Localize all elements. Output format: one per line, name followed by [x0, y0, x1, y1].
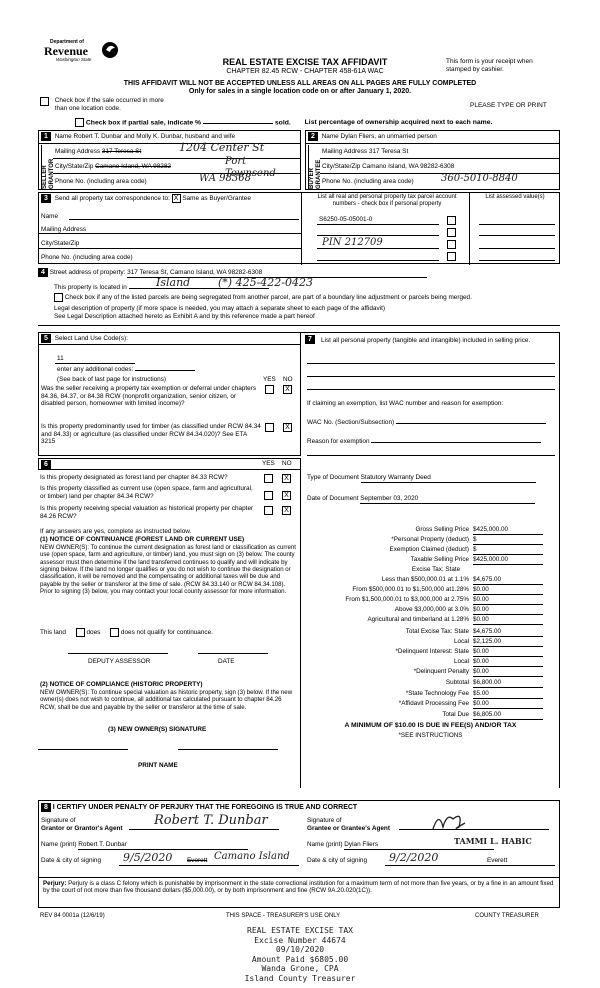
buyer-section [305, 130, 560, 190]
dor-logo [44, 38, 124, 66]
processing-fee-label: *Affidavit Processing Fee [398, 700, 469, 707]
buyer-phone-handwritten: 360-5010-8840 [441, 173, 518, 184]
doc-type-label: Type of Document [307, 474, 359, 481]
s6-yes-header: YES [262, 460, 275, 467]
personal-deduct-label: *Personal Property (deduct) [391, 536, 469, 543]
historic-yes-checkbox[interactable] [264, 506, 273, 515]
does-qualify-checkbox[interactable] [76, 628, 85, 637]
current-use-question: Is this property classified as current use (open space, farm and agricultural, or timber) land per chapter 84.34 RCW? [40, 485, 253, 500]
does-not-qualify-checkbox[interactable] [110, 628, 119, 637]
excise-state-label: Excise Tax: State [411, 566, 461, 573]
pin-handwritten: PIN 212709 [322, 237, 383, 248]
bracket5-label: Agricultural and timberland at 1.28% [367, 616, 469, 623]
buyer-name[interactable]: Dylan Fliers, an unmarried person [340, 133, 437, 140]
form-revision: REV 84 0001a (12/6/19) [40, 913, 105, 919]
grantor-print-label: Name (print) [41, 841, 77, 848]
local-value[interactable]: $2,125.00 [473, 638, 543, 647]
parcel-personal-checkbox-3[interactable] [447, 240, 456, 249]
street-address[interactable]: 317 Teresa St, Camano Island, WA 98282-6308 [127, 269, 427, 278]
personal-deduct-value[interactable]: $ [473, 536, 543, 545]
grantee-date-handwritten: 9/2/2020 [389, 851, 439, 864]
current-use-no-checkbox[interactable]: X [282, 491, 291, 500]
seller-phone-handwritten: WA 98368 [199, 173, 251, 184]
seller-name-label: Name [54, 133, 72, 140]
seller-mailing-label: Mailing Address [55, 148, 101, 155]
segregate-label: Check box if any of the listed parcels are being segregated from another parcel, are part of a boundary line adjustment or parcels being merged. [64, 294, 472, 302]
partial-percent-field[interactable] [203, 123, 273, 124]
doc-type[interactable]: Statutory Warranty Deed [361, 474, 536, 483]
gross-value[interactable]: $425,000.00 [473, 526, 543, 535]
seller-grantor-label: SELLER GRANTOR [41, 145, 51, 189]
acceptance-warning: THIS AFFIDAVIT WILL NOT BE ACCEPTED UNLESS ALL AREAS ON ALL PAGES ARE FULLY COMPLETED [123, 80, 477, 87]
land-use-label: Select Land Use Code(s): [54, 335, 128, 342]
delinquent-interest-label: *Delinquent Interest: State [395, 648, 469, 655]
exemption-question: Was the seller receiving a property tax exemption or deferral under chapters 84.36, 84.37, or 84.38 RCW (nonprofit organization, senior citizen, or disabled person, homeowner with limited income)? [41, 385, 257, 408]
date-label: DATE [218, 658, 235, 665]
stamp-line-3: 09/10/2020 [275, 945, 325, 954]
ownership-note: List percentage of ownership acquired next to each name. [304, 119, 493, 127]
q-yes-header: YES [263, 376, 276, 383]
buyer-grantee-label: BUYER GRANTEE [308, 145, 318, 189]
grantor-city-handwritten: Camano Island [214, 851, 290, 862]
exemption-deduct-value[interactable]: $ [473, 546, 543, 555]
phone-note-handwritten: (*) 425-422-0423 [218, 276, 313, 289]
buyer-phone-label: Phone No. (including area code) [322, 178, 414, 185]
subtotal-value[interactable]: $6,800.00 [473, 679, 543, 688]
section-1-number: 1 [41, 132, 51, 141]
buyer-city-label: City/State/Zip [322, 163, 361, 170]
continuance-title: (1) NOTICE OF CONTINUANCE (FOREST LAND OR CURRENT USE) [40, 536, 245, 543]
send-correspondence-label: Send all property tax correspondence to: [54, 195, 170, 203]
partial-sale-label: Check box if partial sale, indicate % [85, 119, 202, 127]
minimum-due-note: A MINIMUM OF $10.00 IS DUE IN FEE(S) AND/OR TAX [344, 722, 517, 729]
grantor-sig-label-2: Grantor or Grantor's Agent [41, 824, 123, 832]
parcels-header: List all real and personal property tax parcel account numbers - check box if personal property [317, 194, 457, 208]
dept-name: Revenue [44, 44, 88, 58]
local2-value[interactable]: $0.00 [473, 658, 543, 667]
section-8-number: 8 [41, 803, 51, 812]
seller-mailing-struck: 317 Teresa St [101, 148, 142, 155]
bracket5-value[interactable]: $0.00 [473, 616, 543, 625]
local2-label: Local [453, 658, 469, 665]
s6-no-header: NO [282, 460, 292, 467]
treasurer-only-label: THIS SPACE - TREASURER'S USE ONLY [226, 913, 341, 919]
street-label: Street address of property: [49, 269, 126, 276]
grantor-sig-label-1: Signature of [41, 817, 76, 824]
form-title: REAL ESTATE EXCISE TAX AFFIDAVIT [222, 57, 388, 67]
certification-section [38, 800, 560, 878]
corr-name-label: Name [41, 213, 59, 220]
bracket3-value[interactable]: $0.00 [473, 596, 543, 605]
seller-section [38, 130, 301, 190]
multi-location-checkbox[interactable] [40, 97, 49, 106]
reason-field[interactable] [371, 442, 541, 443]
parcel-number[interactable]: S6250-05-05001-0 [319, 216, 373, 223]
delinquent-penalty-label: *Delinquent Penalty [413, 668, 469, 675]
bracket1-value[interactable]: $4,675.00 [473, 576, 543, 585]
parcel-personal-checkbox-2[interactable] [447, 228, 456, 237]
total-due-value[interactable]: $6,805.00 [473, 711, 543, 720]
continuance-text: NEW OWNER(S): To continue the current designation as forest land or classification as current use (open space, farm and agriculture, or timber) land, you must sign on (3) below. The county assessor must then determine if the land transferred continues to qualify and will indicate by signing below. If the land no longer qualifies or you do not wish to continue the designation or classification, it will be removed and the compensating or additional taxes will be due and payable by the seller or transferor at the time of sale. (RCW 84.33.140 or RCW 84.34.108). Prior to signing (3) below, you may contact your local county assessor for more information. [40, 544, 296, 595]
seller-city-label: City/State/Zip [55, 163, 94, 170]
grantor-signature[interactable]: Robert T. Dunbar [154, 813, 268, 828]
compliance-title: (2) NOTICE OF COMPLIANCE (HISTORIC PROPERTY) [40, 681, 203, 688]
processing-fee-value[interactable]: $0.00 [473, 700, 543, 709]
correspondence-section [38, 192, 560, 264]
personal-property-label: List all personal property (tangible and intangible) included in selling price. [321, 337, 531, 344]
parcel-personal-checkbox-4[interactable] [447, 252, 456, 261]
forest-yes-checkbox[interactable] [264, 474, 273, 483]
if-yes-note: If any answers are yes, complete as instructed below. [40, 528, 192, 535]
taxable-label: Taxable Selling Price [410, 556, 469, 563]
compliance-text: NEW OWNER(S): To continue special valuation as historic property, sign (3) below. If the new owner(s) does not wish to continue, all additional tax calculated pursuant to chapter 84.26 RCW, shall be due and payable by the seller or transferor at the time of sale. [40, 689, 293, 711]
land-use-code[interactable]: 11 [57, 355, 64, 362]
grantee-sig-label-1: Signature of [307, 817, 342, 824]
corr-mailing-label: Mailing Address [41, 226, 87, 233]
grantor-date-handwritten: 9/5/2020 [123, 851, 173, 864]
subtotal-label: Subtotal [445, 679, 469, 686]
bracket2-label: From $500,000.01 to $1,500,000 at1.28% [352, 586, 469, 593]
section-6-number: 6 [41, 460, 51, 469]
not-qualify-label: does not qualify for continuance. [120, 629, 213, 637]
seller-mailing-handwritten: 1204 Center St [179, 141, 265, 154]
seller-phone-label: Phone No. (including area code) [55, 178, 147, 185]
historic-no-checkbox[interactable]: X [282, 506, 291, 515]
segregate-checkbox[interactable] [54, 293, 63, 302]
section-7 [301, 332, 560, 788]
corr-city-label: City/State/Zip [41, 240, 80, 247]
grantee-signature-mark[interactable] [429, 809, 469, 833]
located-label: This property is located in [54, 284, 127, 291]
section-6 [38, 458, 301, 788]
total-state-value[interactable]: $4,675.00 [473, 628, 543, 637]
forest-question: Is this property designated as forest land per chapter 84.33 RCW? [40, 474, 228, 481]
gross-label: Gross Selling Price [415, 526, 469, 533]
land-use-section [38, 332, 301, 456]
section-7-number: 7 [305, 335, 315, 344]
q2-no-checkbox[interactable]: X [283, 423, 292, 432]
grantor-city-struck: Everett [187, 857, 208, 864]
dept-state: Washington State [56, 57, 92, 62]
grantee-print-name[interactable]: Dylan Fliers [344, 841, 494, 850]
grantee-sig-label-2: Grantee or Grantee's Agent [307, 824, 390, 832]
sold-label: sold. [274, 119, 291, 127]
buyer-name-label: Name [321, 133, 339, 140]
same-as-buyer-label: Same as Buyer/Grantee [182, 195, 251, 203]
bracket4-value[interactable]: $0.00 [473, 606, 543, 615]
delinquent-interest-value[interactable]: $0.00 [473, 648, 543, 657]
exemption-claim-label: If claiming an exemption, list WAC number and reason for exemption: [307, 400, 504, 407]
grantee-print-handwritten: TAMMI L. HABIC [454, 836, 532, 846]
exemption-deduct-label: Exemption Claimed (deduct) [389, 546, 469, 553]
perjury-label: Perjury: [43, 880, 67, 887]
delinquent-penalty-value[interactable]: $0.00 [473, 668, 543, 677]
bracket1-label: Less than $500,000.01 at 1.1% [381, 576, 469, 583]
section-5-number: 5 [41, 334, 51, 343]
corr-phone-label: Phone No. (including area code) [41, 254, 133, 261]
deputy-assessor-label: DEPUTY ASSESSOR [88, 658, 151, 665]
q1-no-checkbox[interactable]: X [283, 385, 292, 394]
assessed-header: List assessed value(s) [485, 194, 545, 200]
perjury-text: Perjury is a class C felony which is punishable by imprisonment in the state correctional institution for a maximum term of not more than five years, or by a fine in an amount fixed by the court of not more than five thousand dollars ($5,000.00), or by both imprisonment and fine (RCW 9A.20.020(1C)). [43, 880, 554, 895]
grantor-print-name[interactable]: Robert T. Dunbar [78, 841, 248, 850]
this-land-label: This land [40, 629, 66, 637]
section-3-number: 3 [41, 194, 51, 203]
partial-sale-checkbox[interactable] [75, 118, 84, 127]
wac-field[interactable] [396, 423, 546, 424]
grantee-date-city-label: Date & city of signing [307, 857, 368, 864]
grantor-date-city-label: Date & city of signing [41, 857, 102, 864]
forest-no-checkbox[interactable]: X [282, 474, 291, 483]
property-section [38, 268, 560, 326]
certify-statement: I CERTIFY UNDER PENALTY OF PERJURY THAT THE FOREGOING IS TRUE AND CORRECT [52, 804, 358, 811]
stamp-line-5: Wanda Grone, CPA [261, 964, 339, 973]
grantee-city: Everett [487, 857, 508, 864]
grantee-print-label: Name (print) [307, 841, 343, 848]
seller-name[interactable]: Robert T. Dunbar and Molly K. Dunbar, husband and wife [73, 133, 236, 140]
buyer-mailing-label: Mailing Address [322, 148, 368, 155]
reason-label: Reason for exemption [307, 438, 370, 445]
section-2-number: 2 [308, 132, 318, 141]
current-use-yes-checkbox[interactable] [264, 491, 273, 500]
seller-city-handwritten: Port Townsend [225, 156, 276, 179]
additional-codes-label: enter any additional codes: [57, 366, 134, 373]
q2-yes-checkbox[interactable] [265, 423, 274, 432]
stamp-line-4: Amount Paid $6805.00 [251, 954, 349, 964]
dept-label: Department of [50, 39, 84, 45]
legal-desc-label: Legal description of property (if more space is needed, you may attach a separate sheet to each page of the affidavit) [54, 305, 385, 312]
tech-fee-value[interactable]: $5.00 [473, 690, 543, 699]
historic-question: Is this property receiving special valuation as historical property per chapter 84.26 RCW? [40, 505, 254, 520]
total-state-label: Total Excise Tax: State [405, 628, 469, 635]
timber-question: Is this property predominantly used for timber (as classified under RCW 84.34 and 84.33) or agriculture (as classified under RCW 84.34.020)? See ETA 3215 [41, 423, 261, 446]
parcel-personal-checkbox-1[interactable] [447, 216, 456, 225]
stamp-line-1: REAL ESTATE EXCISE TAX [247, 926, 353, 935]
print-name-label: PRINT NAME [138, 762, 178, 769]
type-print-note: PLEASE TYPE OR PRINT [470, 102, 547, 109]
receipt-note: This form is your receipt when stamped by cashier. [446, 58, 533, 73]
stamp-line-2: Excise Number 44674 [254, 935, 346, 945]
doc-date[interactable]: September 03, 2020 [360, 495, 535, 504]
taxable-value[interactable]: $425,000.00 [473, 556, 543, 565]
seller-city-struck: Camano Island, WA 98282 [95, 163, 171, 170]
see-back-label: (See back of last page for instructions) [57, 376, 167, 383]
stamp-line-6: Island County Treasurer [244, 973, 356, 983]
buyer-mailing[interactable]: 317 Teresa St [368, 148, 409, 155]
total-due-label: Total Due [442, 711, 469, 718]
treasurer-stamp [200, 926, 400, 983]
does-label: does [86, 629, 101, 637]
county-handwritten: Island [156, 276, 191, 289]
wac-label: WAC No. (Section/Subsection) [307, 419, 395, 426]
tech-fee-label: *State Technology Fee [405, 690, 469, 697]
q-no-header: NO [283, 376, 293, 383]
bracket4-label: Above $3,000,000 at 3.0% [394, 606, 469, 613]
sales-note: Only for sales in a single location code on or after January 1, 2020. [188, 88, 412, 96]
multi-location-label: Check box if the sale occurred in more than one location code. [54, 97, 164, 112]
bracket2-value[interactable]: $0.00 [473, 586, 543, 595]
county-treasurer-label: COUNTY TREASURER [475, 913, 539, 919]
legal-desc: See Legal Description attached hereto as Exhibit A and by this reference made a part hereof [54, 313, 315, 320]
doc-date-label: Date of Document [307, 495, 359, 502]
logo-swirl-icon [100, 40, 120, 60]
new-owner-signature-label: (3) NEW OWNER(S) SIGNATURE [108, 726, 207, 733]
bracket3-label: From $1,500,000.01 to $3,000,000 at 2.75% [345, 596, 469, 603]
q1-yes-checkbox[interactable] [265, 385, 274, 394]
see-instructions-note: *SEE INSTRUCTIONS [398, 732, 463, 739]
same-as-buyer-checkbox[interactable]: X [172, 194, 181, 203]
local-label: Local [453, 638, 469, 645]
form-subtitle: CHAPTER 82.45 RCW - CHAPTER 458-61A WAC [226, 67, 384, 75]
buyer-city[interactable]: Camano Island, WA 98282-6308 [362, 163, 455, 170]
section-4-number: 4 [38, 268, 48, 277]
